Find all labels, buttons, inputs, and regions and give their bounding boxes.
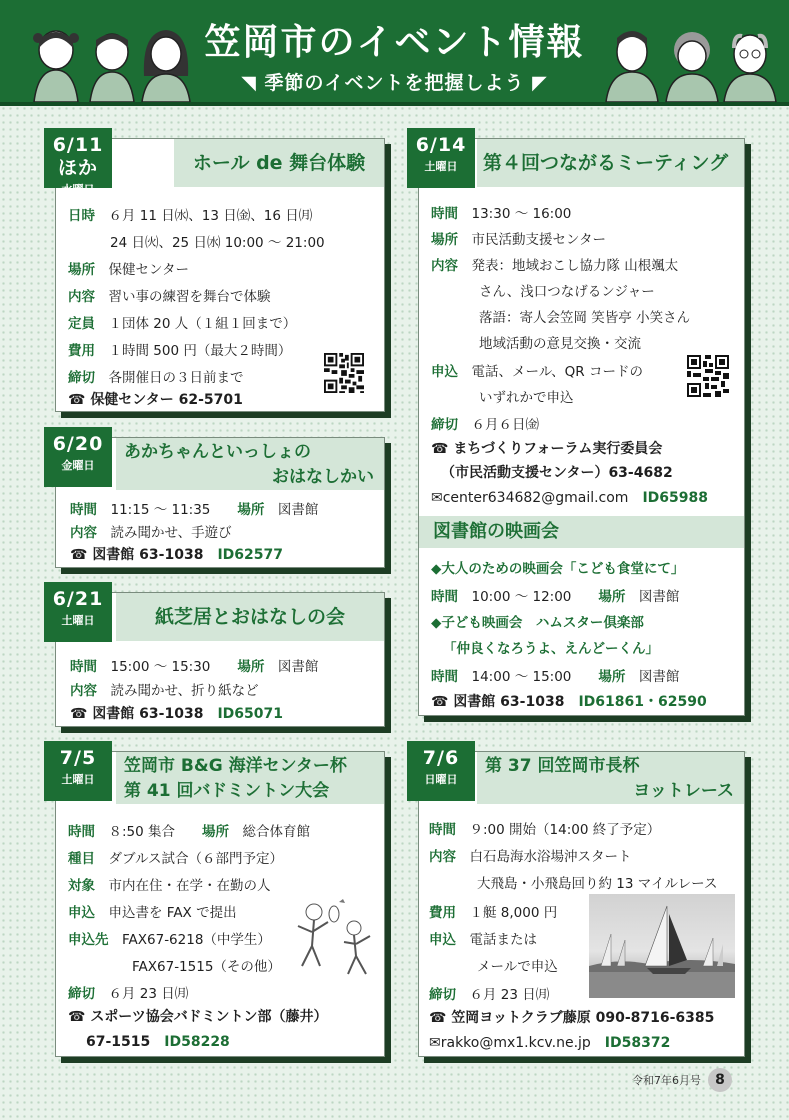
contact-phone: ☎ スポーツ協会バドミントン部（藤井） xyxy=(68,1009,328,1025)
girl-illustration xyxy=(30,26,82,102)
contact-phone: ☎ 図書館 63-1038 ID65071 xyxy=(70,706,283,722)
event-row: 地域活動の意見交換・交流 xyxy=(479,336,641,352)
event-row: FAX67-1515（その他） xyxy=(132,959,281,975)
film-title: ◆子ども映画会 ハムスター倶楽部 xyxy=(431,615,644,631)
event-title: 第４回つながるミーティング xyxy=(477,139,744,187)
event-title: 笠岡市 B&G 海洋センター杯 第 41 回バドミントン大会 xyxy=(116,752,384,804)
event-row: 申込 電話または xyxy=(429,932,537,948)
page-title: 笠岡市のイベント情報 xyxy=(204,22,585,63)
event-row: 内容 読み聞かせ、折り紙など xyxy=(70,683,259,699)
event-row: 締切 各開催日の３日前まで xyxy=(68,370,244,386)
event-title: ホール de 舞台体験 xyxy=(174,139,384,187)
movie-section-title: 図書館の映画会 xyxy=(419,516,744,548)
event-title: 第 37 回笠岡市長杯 ヨットレース xyxy=(477,752,744,804)
contact-phone: ☎ 保健センター 62-5701 xyxy=(68,392,243,408)
boy-illustration xyxy=(86,26,138,102)
event-card-meeting xyxy=(415,134,745,716)
qr-code-icon[interactable] xyxy=(324,353,364,393)
event-row: 申込 電話、メール、QR コードの xyxy=(431,364,643,380)
event-row: 落語：寄人会笠岡 笑皆亭 小笑さん xyxy=(479,310,691,326)
contact-phone: ☎ 図書館 63-1038 ID62577 xyxy=(70,547,283,563)
contact-phone: ☎ 図書館 63-1038 ID61861・62590 xyxy=(431,694,707,710)
page-number: 8 xyxy=(708,1068,732,1092)
event-card-stage xyxy=(52,134,385,412)
contact-phone: ☎ まちづくりフォーラム実行委員会 xyxy=(431,441,663,457)
event-card-badminton xyxy=(55,747,385,1057)
event-row: 時間 13:30 ～ 16:00 xyxy=(431,206,572,222)
event-row: 締切 ６月６日㈮ xyxy=(431,417,539,433)
date-badge: 6/11ほか 水曜日 xyxy=(44,128,112,188)
event-row: 時間 ９:00 開始（14:00 終了予定） xyxy=(429,822,661,838)
date-badge: 7/5 土曜日 xyxy=(44,741,112,801)
event-row: 時間 ８:50 集合 場所 総合体育館 xyxy=(68,824,311,840)
event-row: 内容 白石島海水浴場沖スタート xyxy=(429,849,632,865)
event-row: いずれかで申込 xyxy=(479,390,574,406)
elderly-man-illustration xyxy=(722,26,778,102)
event-row: 対象 市内在住・在学・在勤の人 xyxy=(68,878,271,894)
date-badge: 6/21 土曜日 xyxy=(44,582,112,642)
event-row: 定員 １団体 20 人（１組１回まで） xyxy=(68,316,297,332)
film-title: 「仲良くなろうよ、えんどーくん」 xyxy=(443,641,659,657)
contact-email: ✉center634682@gmail.com ID65988 xyxy=(431,490,708,506)
film-time: 時間 10:00 ～ 12:00 場所 図書館 xyxy=(431,589,680,605)
event-card-yacht-race xyxy=(418,747,745,1057)
contact-phone-number: 67-1515 ID58228 xyxy=(86,1034,230,1050)
event-row: 日時 ６月 11 日㈬、13 日㈮、16 日㈪ xyxy=(68,208,313,224)
contact-phone-number: （市民活動支援センター）63-4682 xyxy=(441,465,673,481)
event-row: さん、浅口つなげるンジャー xyxy=(479,284,655,300)
event-row: 費用 １時間 500 円（最大２時間） xyxy=(68,343,292,359)
event-row: 内容 発表：地域おこし協力隊 山根颯太 xyxy=(431,258,679,274)
woman-illustration xyxy=(138,26,194,102)
qr-code-icon[interactable] xyxy=(687,355,729,397)
contact-email: ✉rakko@mx1.kcv.ne.jp ID58372 xyxy=(429,1035,671,1051)
yacht-race-photo xyxy=(589,894,735,998)
event-title: あかちゃんといっしょの おはなしかい xyxy=(116,438,384,490)
event-row: メールで申込 xyxy=(477,959,558,975)
event-title: 紙芝居とおはなしの会 xyxy=(116,593,384,641)
event-row: 申込 申込書を FAX で提出 xyxy=(68,905,237,921)
event-card-kamishibai xyxy=(52,588,385,727)
event-row: 場所 市民活動支援センター xyxy=(431,232,606,248)
event-row: 費用 １艇 8,000 円 xyxy=(429,905,558,921)
header-banner xyxy=(0,0,789,106)
contact-phone: ☎ 笠岡ヨットクラブ藤原 090-8716-6385 xyxy=(429,1010,715,1026)
event-row: 内容 習い事の練習を舞台で体験 xyxy=(68,289,271,305)
film-time: 時間 14:00 ～ 15:00 場所 図書館 xyxy=(431,669,680,685)
event-card-storytime-baby xyxy=(52,433,385,568)
issue-label: 令和7年6月号 xyxy=(632,1074,701,1087)
page-subtitle: ◥ 季節のイベントを把握しよう ◤ xyxy=(241,72,548,94)
event-row: 申込先 FAX67-6218（中学生） xyxy=(68,932,271,948)
event-row: 24 日㈫、25 日㈬ 10:00 ～ 21:00 xyxy=(110,235,325,251)
event-row: 締切 ６月 23 日㈪ xyxy=(429,987,550,1003)
event-row: 時間 11:15 ～ 11:35 場所 図書館 xyxy=(70,502,319,518)
date-badge: 7/6 日曜日 xyxy=(407,741,475,801)
film-title: ◆大人のための映画会「こども食堂にて」 xyxy=(431,561,685,577)
badminton-players-illustration xyxy=(284,892,378,978)
event-row: 場所 保健センター xyxy=(68,262,189,278)
event-row: 種目 ダブルス試合（６部門予定） xyxy=(68,851,284,867)
event-row: 大飛島・小飛島回り約 13 マイルレース xyxy=(477,876,718,892)
elderly-woman-illustration xyxy=(664,26,720,102)
date-badge: 6/14 土曜日 xyxy=(407,128,475,188)
event-row: 内容 読み聞かせ、手遊び xyxy=(70,525,232,541)
date-badge: 6/20 金曜日 xyxy=(44,427,112,487)
man-illustration xyxy=(604,26,660,102)
event-row: 時間 15:00 ～ 15:30 場所 図書館 xyxy=(70,659,319,675)
event-row: 締切 ６月 23 日㈪ xyxy=(68,986,189,1002)
